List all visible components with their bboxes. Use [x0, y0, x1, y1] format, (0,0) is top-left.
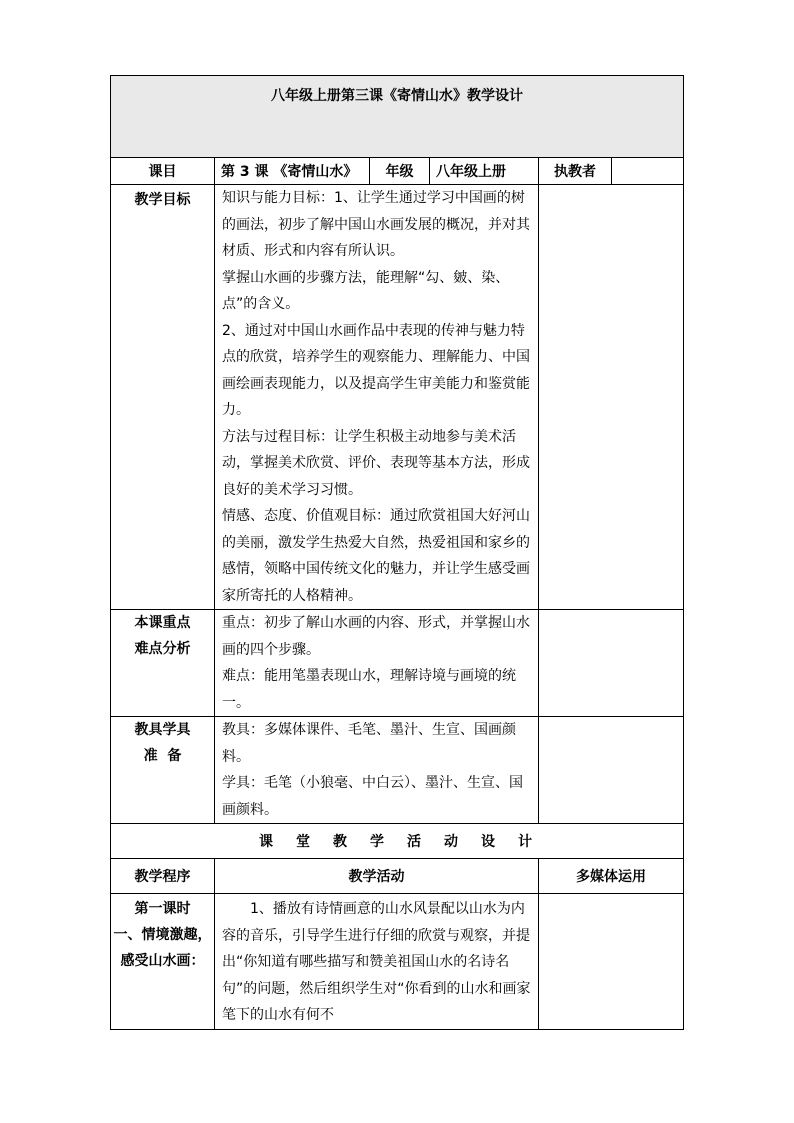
- key-points-row: [111, 610, 684, 717]
- lesson-plan-sheet: [110, 75, 683, 1030]
- grade-label: 年级: [370, 158, 430, 185]
- goals-media-cell: [539, 185, 684, 610]
- goals-line: 情感、态度、价值观目标：通过欣赏祖国大好河山的美丽，激发学生热爱大自然，热爱祖国和家乡的感情，领略中国传统文化的魅力，并让学生感受画家所寄托的人格精神。: [222, 508, 530, 604]
- key-point-line: 难点：能用笔墨表现山水，理解诗境与画境的统一。: [222, 668, 516, 711]
- course-info-row: [111, 158, 684, 185]
- section-title: 课堂教学活动设计: [111, 824, 684, 859]
- goals-label: 教学目标: [111, 185, 215, 610]
- materials-content: [215, 717, 539, 824]
- activity-header: 教学活动: [215, 859, 539, 894]
- lesson1-content: [215, 894, 539, 1030]
- materials-row: [111, 717, 684, 824]
- goals-line: 方法与过程目标：让学生积极主动地参与美术活动，掌握美术欣赏、评价、表现等基本方法，形成良好的美术学习习惯。: [222, 428, 530, 498]
- key-points-media-cell: [539, 610, 684, 717]
- document-title: 八年级上册第三课《寄情山水》教学设计: [111, 76, 684, 158]
- key-points-label: 本课重点 难点分析: [111, 610, 215, 717]
- lesson1-label: 第一课时 一、情境激趣， 感受山水画：: [111, 894, 215, 1030]
- lesson1-text: 1、播放有诗情画意的山水风景配以山水为内容的音乐，引导学生进行仔细的欣赏与观察，并提出“你知道有哪些描写和赞美祖国山水的名诗名句”的问题，然后组织学生对“你看到的山水和画家笔下的山水有何不: [222, 901, 531, 1023]
- lesson-plan-table: [110, 75, 684, 1030]
- materials-line: 学具：毛笔（小狼毫、中白云）、墨汁、生宣、国画颜料。: [222, 775, 523, 818]
- course-value: 第 3 课 《寄情山水》: [215, 158, 370, 185]
- grade-value: 八年级上册: [430, 158, 539, 185]
- goals-line: 掌握山水画的步骤方法，能理解“勾、皴、染、点”的含义。: [222, 269, 510, 312]
- key-points-content: [215, 610, 539, 717]
- teacher-label: 执教者: [539, 158, 612, 185]
- materials-label: 教具学具 准 备: [111, 717, 215, 824]
- goals-line: 知识与能力目标：1、让学生通过学习中国画的树的画法，初步了解中国山水画发展的概况，并对其材质、形式和内容有所认识。: [222, 190, 530, 259]
- lesson1-media-cell: [539, 894, 684, 1030]
- goals-content: [215, 185, 539, 610]
- course-label: 课目: [111, 158, 215, 185]
- goals-row: [111, 185, 684, 610]
- teacher-value: [612, 158, 684, 185]
- key-point-line: 重点：初步了解山水画的内容、形式，并掌握山水画的四个步骤。: [222, 615, 530, 658]
- procedure-header: 教学程序: [111, 859, 215, 894]
- media-header: 多媒体运用: [539, 859, 684, 894]
- materials-line: 教具：多媒体课件、毛笔、墨汁、生宣、国画颜料。: [222, 722, 516, 765]
- goals-line: 2、通过对中国山水画作品中表现的传神与魅力特点的欣赏，培养学生的观察能力、理解能力、中国画绘画表现能力，以及提高学生审美能力和鉴赏能力。: [222, 322, 530, 418]
- materials-media-cell: [539, 717, 684, 824]
- lesson1-row: [111, 894, 684, 1030]
- activity-header-row: [111, 859, 684, 894]
